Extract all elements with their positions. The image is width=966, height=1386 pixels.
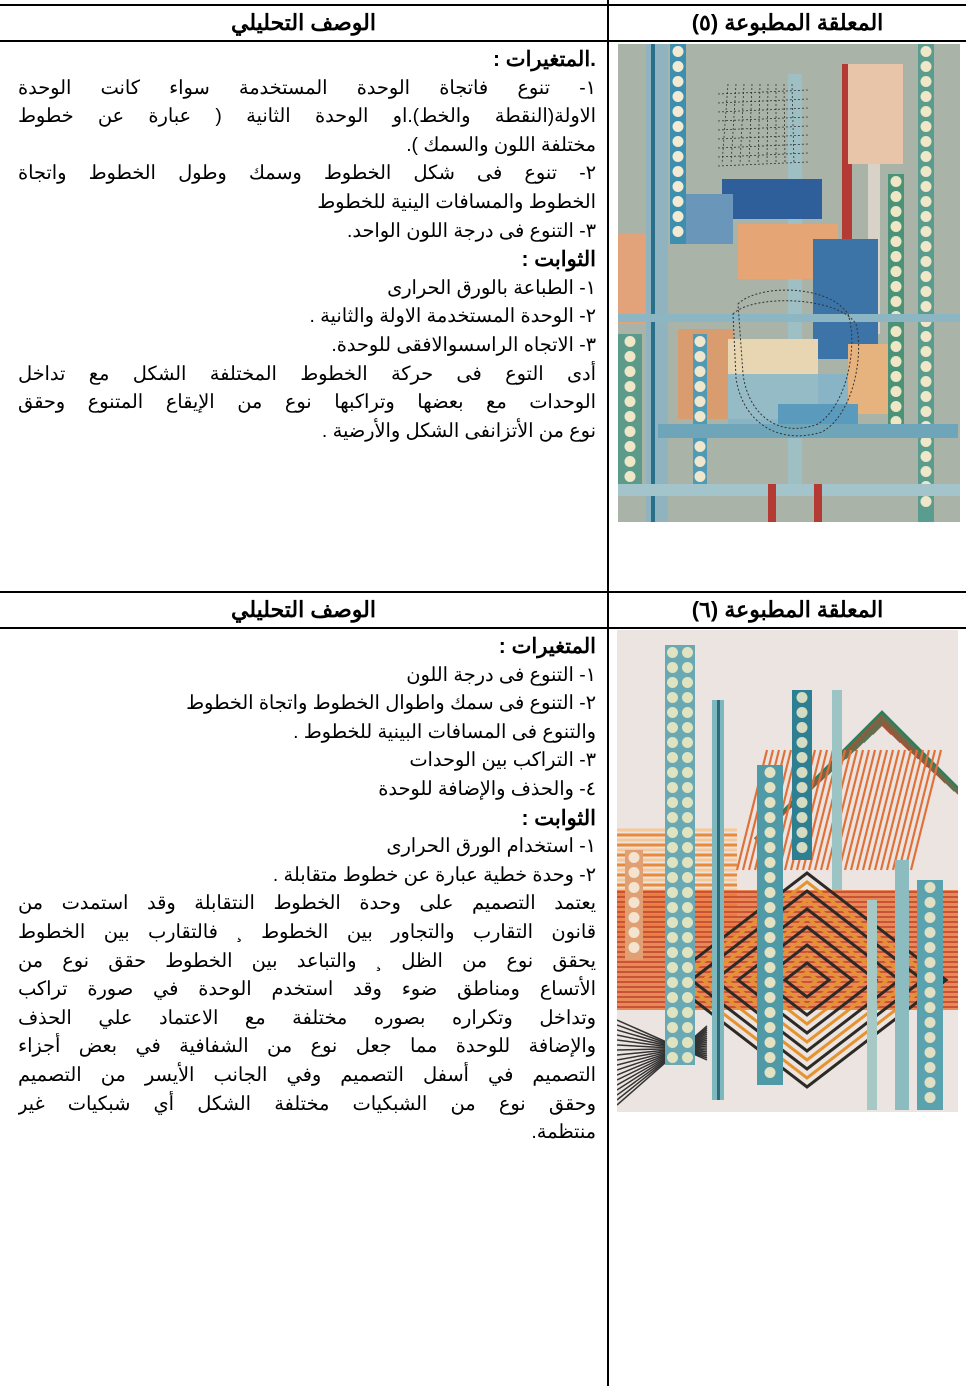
description-line: يحقق نوع من الظل ¸ والتباعد بين الخطوط حقق نوع من [18, 950, 596, 972]
description-header-2: الوصف التحليلي [231, 596, 376, 622]
description-line: ٢- وحدة خطية عبارة عن خطوط متقابلة . [272, 864, 596, 886]
horizontal-bar [618, 484, 960, 496]
column-divider [607, 0, 609, 1386]
subheading: .المتغيرات : [492, 48, 596, 71]
header-divider-1 [0, 40, 966, 42]
description-line: ٣- الاتجاه الراسسوالافقى للوحدة. [331, 334, 596, 356]
description-line: يعتمد التصميم على وحدة الخطوط النتقابلة وقد استمدت من [18, 893, 596, 915]
description-line: الوحدات مع بعضها وتراكبها نوع من الإيقاع المتنوع وحقق [18, 392, 596, 414]
description-text-1 [18, 46, 596, 446]
description-text-2 [18, 633, 596, 1148]
description-line: نوع من الأتزانفى الشكل والأرضية . [321, 420, 596, 442]
description-line: وتداخل وتكراره بصوره مختلفة مع الاعتماد علي الحذف [18, 1007, 596, 1029]
description-line: والإضافة للوحدة مما جعل نوع من الشفافية في بعض أجزاء [18, 1036, 596, 1058]
description-line: ١- تنوع فاتجاة الوحدة المستخدمة سواء كانت الوحدة [18, 77, 596, 99]
description-line: ٣- التنوع فى درجة اللون الواحد. [346, 220, 596, 242]
blue-pattern-block [813, 239, 878, 359]
blue-pattern-block [722, 179, 822, 219]
printed-hanging-5-image [618, 44, 960, 522]
artwork-header-6: المعلقة المطبوعة (٦) [691, 596, 884, 622]
description-line: أدى التوع فى حركة الخطوط المختلفة الشكل مع تداخل [18, 363, 596, 385]
artwork-header-5: المعلقة المطبوعة (٥) [691, 9, 884, 35]
subheading: الثوابت : [521, 248, 596, 272]
description-line: الاولة(النقطة والخط).او الوحدة الثانية ( عبارة عن خطوط [18, 106, 596, 128]
description-line: الخطوط والمسافات الينية للخطوط [317, 191, 596, 213]
horizontal-bar [658, 424, 958, 438]
description-line: قانون التقارب والتجاور بين الخطوط ¸ فالتقارب بين الخطوط [18, 921, 596, 943]
subheading: الثوابت : [521, 806, 596, 830]
header-divider-2 [0, 627, 966, 629]
vertical-bar [646, 44, 668, 522]
description-line: منتظمة. [531, 1122, 596, 1144]
description-line: ١- التنوع فى درجة اللون [406, 664, 596, 686]
vertical-bar [832, 690, 842, 890]
description-header-1: الوصف التحليلي [231, 9, 376, 35]
description-line: الأتساع ومناطق ضوء وقد استخدم الوحدة في صورة تراكب [18, 979, 596, 1001]
description-line: مختلفة اللون والسمك ). [406, 134, 596, 156]
subheading: المتغيرات : [498, 635, 596, 658]
description-line: التصميم في أسفل التصميم وفي الجانب الأيسر من التصميم [18, 1064, 596, 1086]
description-line: ٢- التنوع فى سمك واطوال الخطوط واتجاة الخطوط [186, 693, 596, 715]
description-line: ١- استخدام الورق الحرارى [386, 836, 596, 858]
description-line: ٣- التراكب بين الوحدات [409, 750, 596, 772]
description-line: ١- الطباعة بالورق الحرارى [387, 277, 596, 299]
horizontal-bar [618, 314, 960, 322]
description-line: ٢- تنوع فى شكل الخطوط وسمك وطول الخطوط واتجاة [18, 163, 596, 185]
description-line: وحقق نوع من الشبكيات مختلفة الشكل أي شبكيات غير [18, 1093, 596, 1115]
description-line: ٢- الوحدة المستخدمة الاولة والثانية . [309, 306, 596, 328]
description-line: ٤- والحذف والإضافة للوحدة [378, 778, 596, 800]
printed-hanging-6-image [617, 630, 958, 1112]
vertical-bar [895, 860, 909, 1110]
description-line: والتنوع فى المسافات البينية للخطوط . [293, 721, 596, 743]
